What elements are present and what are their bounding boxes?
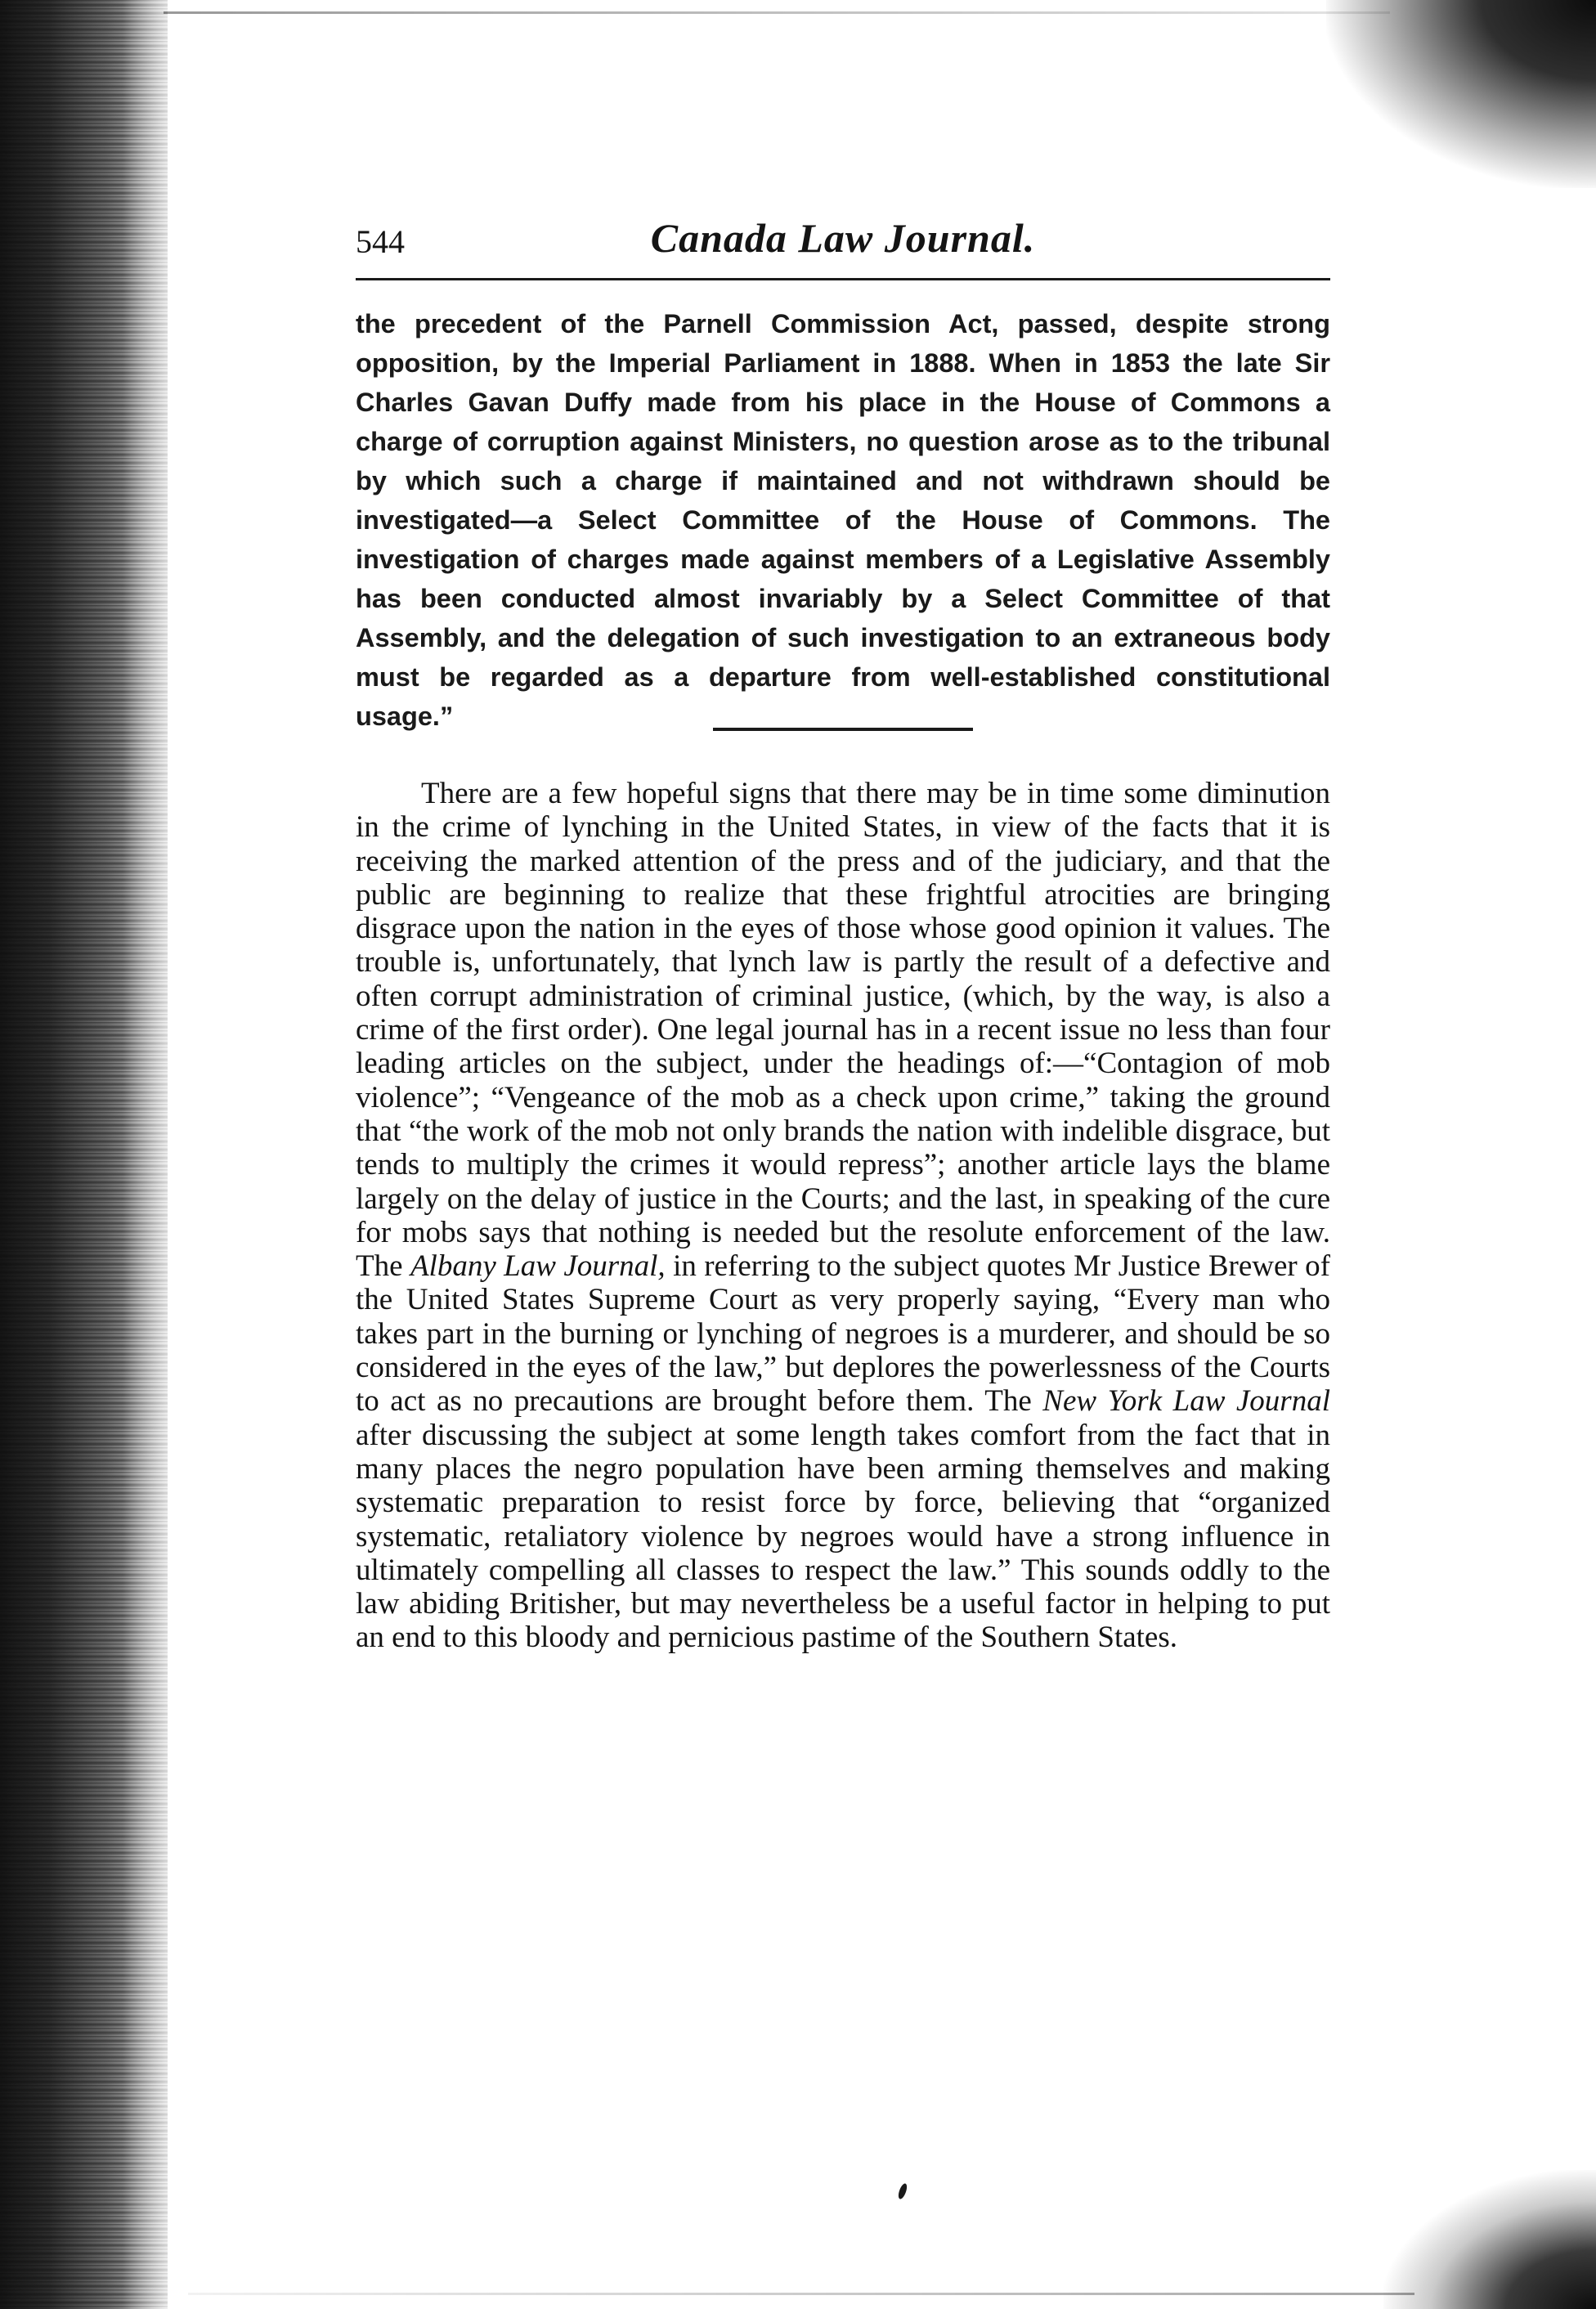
ink-mark <box>897 2182 908 2200</box>
article-body <box>356 777 1330 1655</box>
article-text-2: in referring to the subject quotes Mr Justice Brewer of the United States Supreme Court as very properly saying, “Every man who takes part in the burning or lynching of negroes is a murderer, and should be so considered in the eyes of the law,” but deplores the powerlessness of the Courts to act as no precautions are brought before them. The <box>356 1249 1330 1419</box>
article-paragraph <box>356 777 1330 1655</box>
scan-bottom-edge-line <box>188 2293 1414 2295</box>
article-text-3: after discussing the subject at some length takes comfort from the fact that in many places the negro population have been arming themselves and making systematic preparation to resist force by force, believing that “organized systematic, retaliatory violence by negroes would have a strong influence in ultimately compelling all classes to respect the law.” This sounds oddly to the law abiding Britisher, but may nevertheless be a useful factor in helping to put an end to this bloody and pernicious pastime of the Southern States. <box>356 1418 1330 1655</box>
section-divider <box>713 728 973 731</box>
article-text-1: There are a few hopeful signs that there may be in time some diminution in the crime of lynching in the United States, in view of the facts that it is receiving the marked attention of the press and of the judiciary, and that the public are beginning to realize that these frightful atrocities are bringing disgrace upon the nation in the eyes of those whose good opinion it values. The trouble is, unfortunately, that lynch law is partly the result of a defective and often corrupt administration of criminal justice, (which, by the way, is also a crime of the first order). One legal journal has in a recent issue no less than four leading articles on the subject, under the headings of:—“Contagion of mob violence”; “Vengeance of the mob as a check upon crime,” taking the ground that “the work of the mob not only brands the nation with indelible disgrace, but tends to multiply the crimes it would repress”; another article lays the blame largely on the delay of justice in the Courts; and the last, in speaking of the cure for mobs says that nothing is needed but the resolute enforcement of the law. The <box>356 777 1330 1284</box>
scan-left-fade <box>123 0 188 2309</box>
scan-top-right-shadow <box>1326 0 1596 188</box>
journal-title: Canada Law Journal. <box>650 215 1036 261</box>
new-york-law-journal-citation: New York Law Journal <box>1042 1384 1330 1419</box>
scan-bottom-right-shadow <box>1383 2170 1596 2309</box>
quoted-passage: the precedent of the Parnell Commission Act, passed, despite strong opposition, by the Imperial Parliament in 1888. When in 1853 the late Sir Charles Gavan Duffy made from his place in the House of Commons a charge of corruption against Ministers, no question arose as to the tribunal by which such a charge if maintained and not withdrawn should be investigated—a Select Committee of the House of Commons. The investigation of charges made against members of a Legislative Assembly has been conducted almost invariably by a Select Committee of that Assembly, and the delegation of such investigation to an extraneous body must be regarded as a departure from well-established constitutional usage.” <box>356 309 1330 731</box>
header-rule <box>356 278 1330 280</box>
document-page <box>356 204 1330 1655</box>
page-number: 544 <box>356 223 405 260</box>
scan-top-edge-line <box>164 11 1390 14</box>
albany-law-journal-citation: Albany Law Journal, <box>410 1249 666 1284</box>
running-head <box>356 204 1330 270</box>
